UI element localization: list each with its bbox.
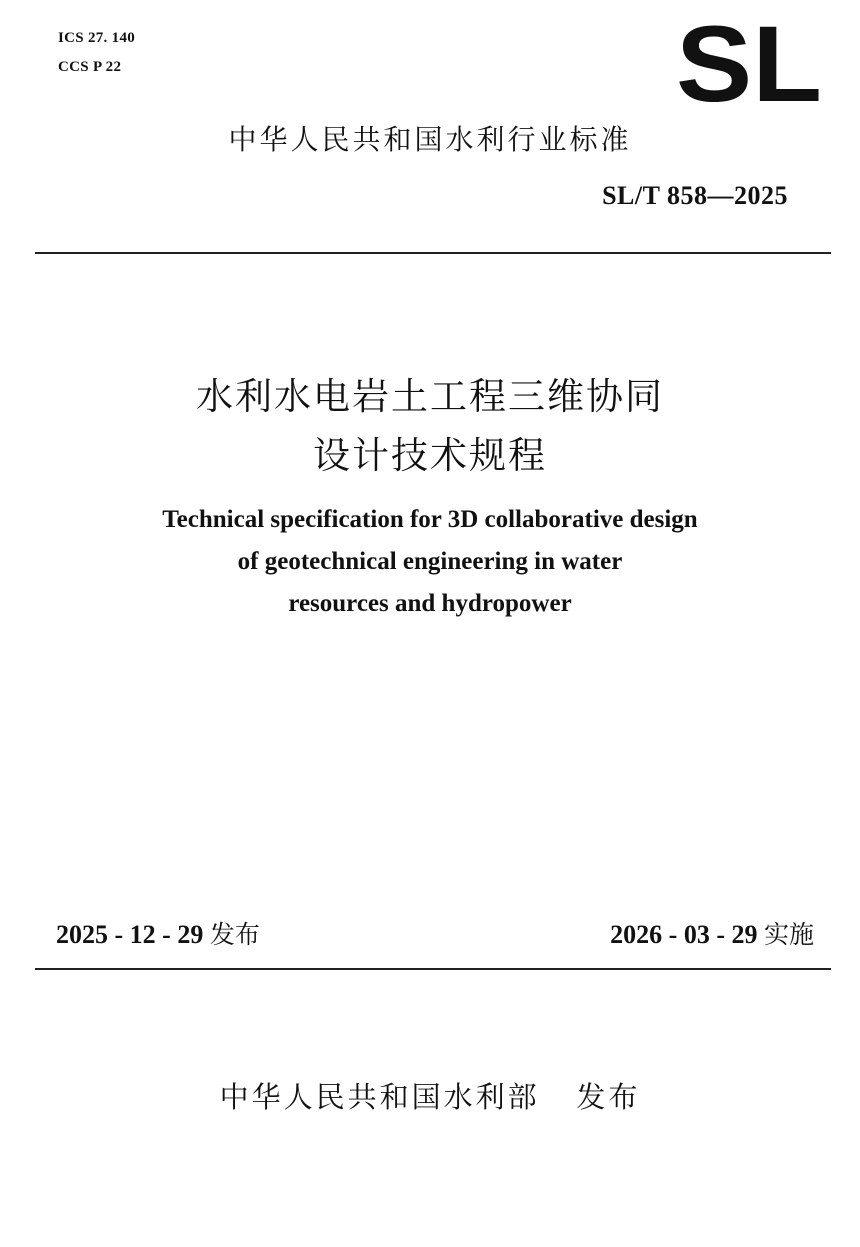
sl-logo: [674, 18, 824, 110]
standard-category: 中华人民共和国水利行业标准: [228, 123, 632, 156]
title-en-line1: Technical specification for 3D collaborative design: [162, 506, 698, 533]
implement-date: 2026 - 03 - 29: [610, 920, 758, 949]
title-zh-line1: 水利水电岩土工程三维协同: [196, 375, 664, 418]
title-en-line3: resources and hydropower: [288, 590, 572, 617]
bottom-divider: [35, 968, 831, 970]
ics-code: ICS 27. 140: [58, 30, 136, 46]
implement-label: 实施: [763, 920, 814, 949]
standard-number: SL/T 858—2025: [602, 181, 788, 210]
issue-label: 发布: [209, 920, 260, 949]
ccs-code: CCS P 22: [58, 59, 122, 75]
sl-logo-text: SL: [676, 18, 822, 110]
issuer: 中华人民共和国水利部 发布: [219, 1080, 641, 1114]
top-divider: [35, 252, 831, 254]
title-zh-line2: 设计技术规程: [313, 434, 547, 477]
issue-date: 2025 - 12 - 29: [56, 920, 204, 949]
title-en-line2: of geotechnical engineering in water: [237, 548, 623, 575]
issue-date-block: [56, 915, 260, 951]
implement-date-block: [610, 915, 814, 951]
